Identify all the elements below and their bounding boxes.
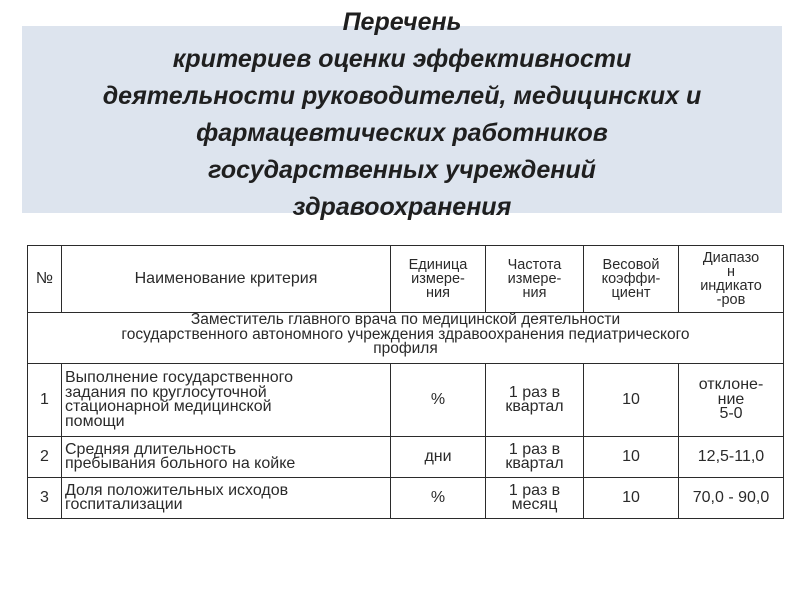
header-weight bbox=[584, 246, 679, 313]
header-weight-line: коэффи- bbox=[601, 271, 661, 287]
header-frequency bbox=[486, 246, 584, 313]
title-line: Перечень bbox=[342, 8, 462, 36]
row-number: 2 bbox=[28, 437, 62, 478]
criterion-name-line: Средняя длительность bbox=[65, 440, 237, 458]
header-weight-line: Весовой bbox=[602, 257, 660, 273]
section-row bbox=[28, 313, 784, 364]
criterion-name bbox=[62, 437, 391, 478]
range-cell bbox=[679, 478, 784, 519]
weight-cell: 10 bbox=[584, 364, 679, 437]
range-cell bbox=[679, 364, 784, 437]
criterion-name-line: Выполнение государственного bbox=[65, 369, 294, 386]
section-line: профиля bbox=[373, 340, 438, 357]
title-line: деятельности руководителей, медицинских и bbox=[102, 82, 702, 110]
header-range-line: Диапазо bbox=[702, 250, 760, 266]
criterion-name-line: помощи bbox=[65, 412, 125, 430]
page-title bbox=[22, 4, 782, 226]
unit-cell: % bbox=[391, 478, 486, 519]
header-frequency-line: ния bbox=[522, 285, 547, 301]
header-range-line: н bbox=[726, 264, 735, 280]
header-name: Наименование критерия bbox=[62, 246, 391, 313]
title-line: государственных учреждений bbox=[208, 156, 596, 184]
criterion-name-line: задания по круглосуточной bbox=[65, 383, 267, 401]
row-number: 1 bbox=[28, 364, 62, 437]
section-line: государственного автономного учреждения здравоохранения педиатрического bbox=[121, 325, 690, 343]
header-range-line: -ров bbox=[716, 292, 746, 308]
section-title bbox=[28, 313, 784, 364]
title-line: фармацевтических работников bbox=[196, 119, 608, 147]
criterion-name-line: госпитализации bbox=[65, 496, 183, 513]
range-line: отклоне- bbox=[698, 376, 764, 394]
range-line: 5-0 bbox=[719, 405, 743, 423]
table-row bbox=[28, 437, 784, 478]
table-row bbox=[28, 478, 784, 519]
range-line: 70,0 - 90,0 bbox=[692, 488, 770, 506]
row-number: 3 bbox=[28, 478, 62, 519]
header-range bbox=[679, 246, 784, 313]
frequency-cell: 1 раз в квартал bbox=[486, 364, 584, 437]
section-line: Заместитель главного врача по медицинской деятельности bbox=[190, 312, 621, 328]
criteria-table bbox=[27, 245, 784, 519]
header-unit-line: измере- bbox=[411, 271, 465, 287]
table-header-row bbox=[28, 246, 784, 313]
title-line: здравоохранения bbox=[292, 193, 512, 221]
header-range-line: индикато bbox=[700, 278, 762, 294]
frequency-cell: 1 раз в квартал bbox=[486, 437, 584, 478]
range-cell bbox=[679, 437, 784, 478]
header-weight-line: циент bbox=[611, 285, 651, 301]
unit-cell: дни bbox=[391, 437, 486, 478]
weight-cell: 10 bbox=[584, 437, 679, 478]
unit-cell: % bbox=[391, 364, 486, 437]
range-line: 12,5-11,0 bbox=[697, 447, 765, 465]
header-number: № bbox=[28, 246, 62, 313]
range-line: ние bbox=[717, 390, 745, 408]
header-frequency-line: Частота bbox=[507, 257, 562, 273]
criterion-name-line: Доля положительных исходов bbox=[65, 481, 289, 499]
table-row bbox=[28, 364, 784, 437]
criterion-name-line: пребывания больного на койке bbox=[65, 455, 296, 472]
frequency-cell: 1 раз в месяц bbox=[486, 478, 584, 519]
title-line: критериев оценки эффективности bbox=[172, 45, 632, 73]
header-frequency-line: измере- bbox=[507, 271, 562, 287]
header-unit-line: Единица bbox=[408, 257, 468, 273]
criterion-name bbox=[62, 478, 391, 519]
header-unit bbox=[391, 246, 486, 313]
header-unit-line: ния bbox=[426, 285, 450, 301]
criterion-name-line: стационарной медицинской bbox=[65, 398, 272, 415]
criterion-name bbox=[62, 364, 391, 437]
weight-cell: 10 bbox=[584, 478, 679, 519]
